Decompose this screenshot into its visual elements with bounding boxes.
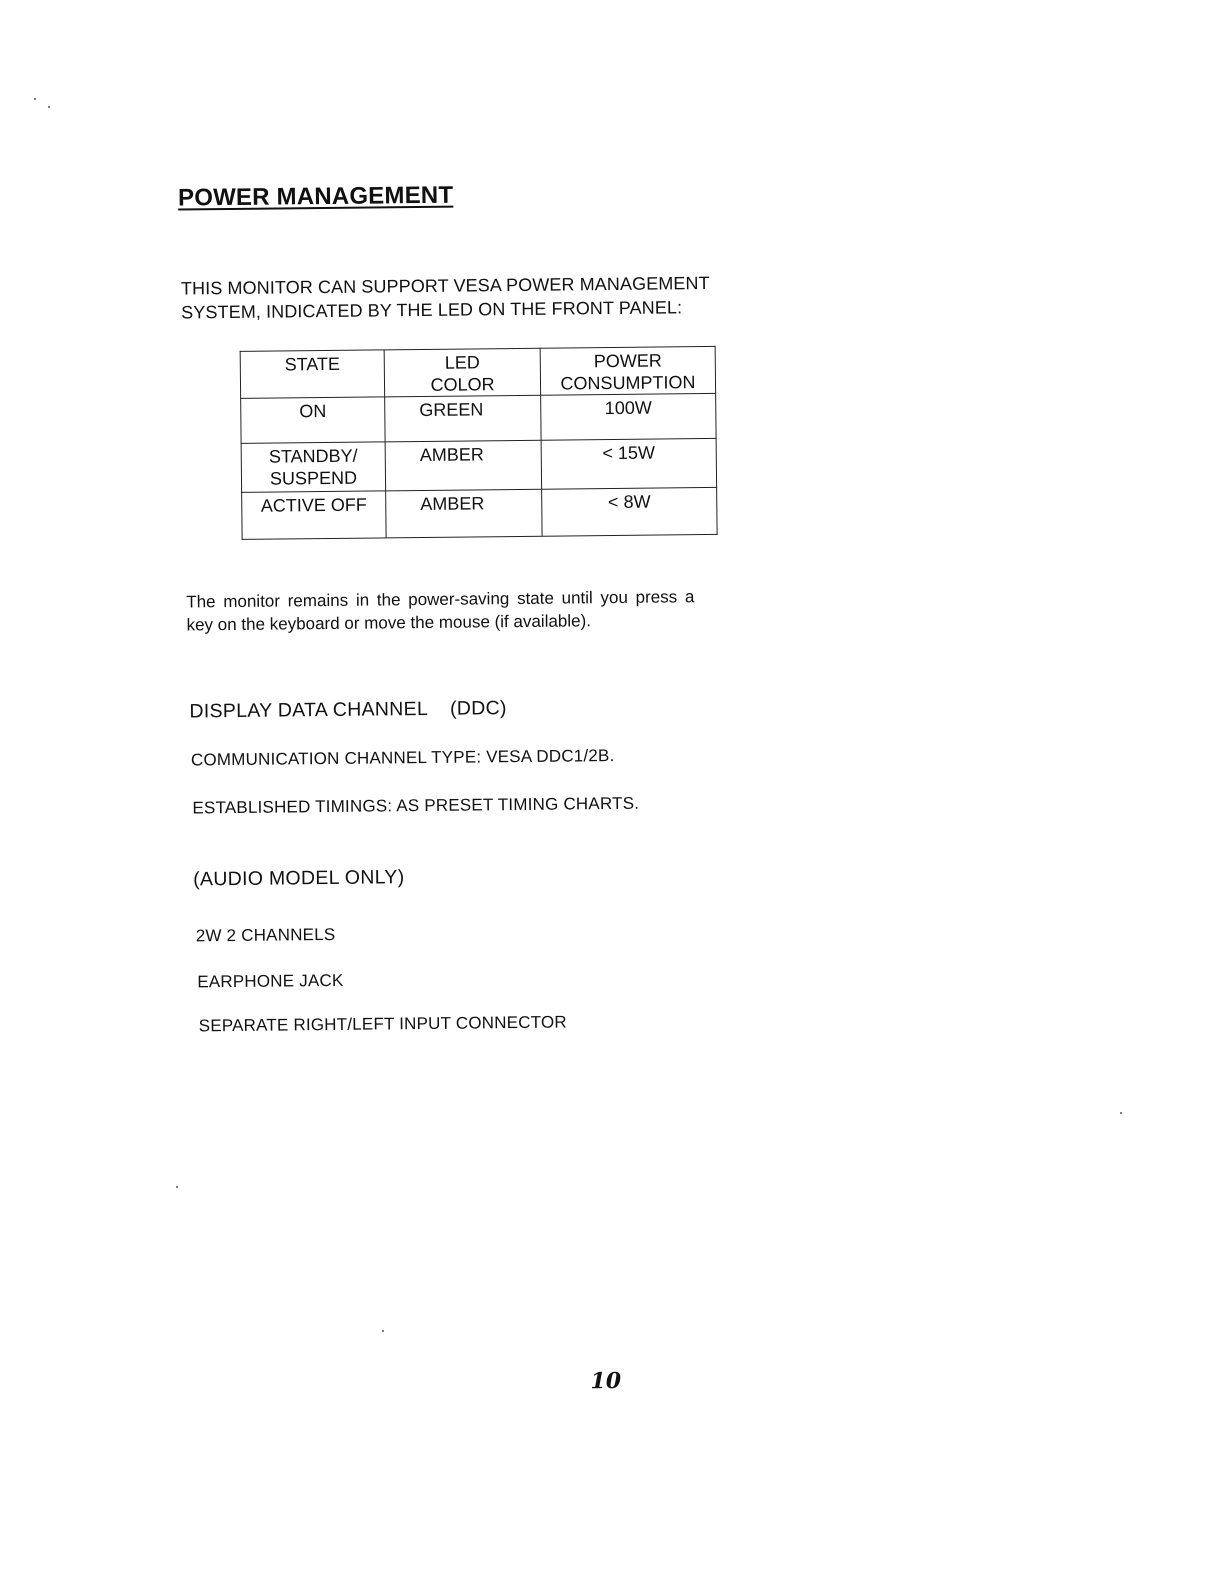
intro-paragraph — [181, 271, 710, 325]
cell-state — [241, 397, 386, 444]
cell-state — [241, 442, 386, 493]
cell-power: < 15W — [541, 438, 717, 489]
header-led-color — [384, 348, 540, 397]
note-line-2: key on the keyboard or move the mouse (if available). — [186, 611, 592, 635]
header-power-line-2: CONSUMPTION — [560, 372, 696, 394]
table-row — [241, 393, 716, 443]
table-header-row — [240, 346, 715, 398]
cell-led-color: AMBER — [385, 440, 541, 491]
intro-line-2: SYSTEM, INDICATED BY THE LED ON THE FRONT PANEL: — [181, 297, 683, 323]
audio-heading: (AUDIO MODEL ONLY) — [193, 866, 405, 891]
intro-line-1: THIS MONITOR CAN SUPPORT VESA POWER MANAGEMENT — [180, 272, 710, 299]
cell-state — [242, 491, 387, 540]
cell-state-line-2: SUSPEND — [269, 467, 358, 489]
header-led-line-1: LED — [444, 352, 480, 373]
scan-speck — [48, 106, 50, 108]
page-title: POWER MANAGEMENT — [177, 181, 454, 212]
table-row — [241, 438, 716, 492]
header-power-line-1: POWER — [593, 350, 662, 372]
scan-speck — [176, 1186, 178, 1188]
power-saving-note — [186, 584, 786, 636]
table-row — [242, 487, 717, 539]
list-item: 2W 2 CHANNELS — [195, 924, 336, 946]
page-number: 10 — [590, 1367, 622, 1395]
cell-state-line-1: ACTIVE OFF — [260, 494, 367, 516]
ddc-heading — [189, 697, 507, 723]
ddc-channel-type: COMMUNICATION CHANNEL TYPE: VESA DDC1/2B. — [190, 746, 615, 770]
scan-speck — [34, 98, 36, 100]
power-management-table — [240, 346, 718, 540]
cell-state-line-1: STANDBY/ — [268, 445, 358, 467]
list-item: SEPARATE RIGHT/LEFT INPUT CONNECTOR — [198, 1012, 567, 1036]
cell-led-color: GREEN — [385, 395, 541, 442]
note-line-1: The monitor remains in the power-saving state until you press a — [186, 587, 695, 612]
header-power-consumption — [540, 346, 715, 395]
header-state: STATE — [240, 350, 385, 399]
cell-power: < 8W — [542, 487, 717, 536]
ddc-established-timings: ESTABLISHED TIMINGS: AS PRESET TIMING CHARTS. — [192, 793, 640, 818]
header-led-line-2: COLOR — [430, 374, 495, 395]
ddc-heading-abbr: (DDC) — [449, 697, 507, 720]
cell-state-line-1: ON — [299, 401, 327, 422]
list-item: EARPHONE JACK — [197, 970, 344, 992]
ddc-heading-text: DISPLAY DATA CHANNEL — [189, 697, 429, 723]
cell-power: 100W — [541, 393, 716, 440]
scan-speck — [1120, 1112, 1122, 1114]
scan-speck — [382, 1330, 384, 1332]
cell-led-color: AMBER — [386, 489, 542, 538]
